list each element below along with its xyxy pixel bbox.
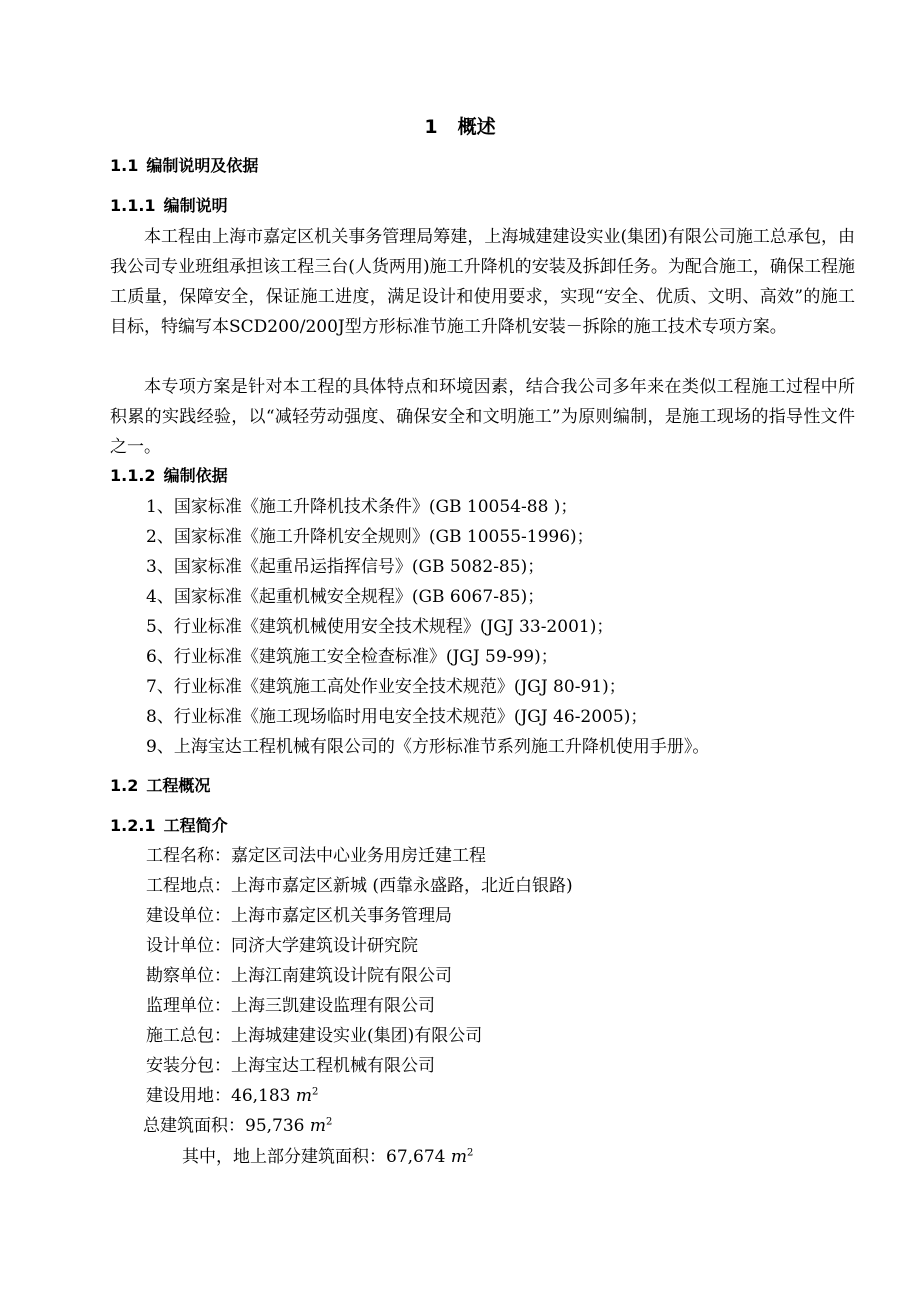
- section-title: 工程概况: [146, 776, 211, 795]
- field-owner: [146, 905, 452, 927]
- field-label: 设计单位：: [146, 936, 231, 956]
- reference-item: 9、上海宝达工程机械有限公司的《方形标准节系列施工升降机使用手册》。: [146, 737, 710, 757]
- field-value: 上海城建建设实业(集团)有限公司: [231, 1026, 483, 1046]
- section-number: 1.2.1: [110, 816, 156, 835]
- section-title: 编制说明及依据: [146, 156, 259, 175]
- field-label: 工程名称：: [146, 846, 231, 866]
- chapter-heading: [0, 114, 920, 140]
- chapter-title: 概述: [457, 116, 496, 138]
- section-number: 1.1.1: [110, 196, 156, 215]
- reference-item: 5、行业标准《建筑机械使用安全技术规程》(JGJ 33-2001)；: [146, 617, 614, 637]
- field-label: 安装分包：: [146, 1056, 231, 1076]
- section-number: 1.2: [110, 776, 139, 795]
- field-general-contractor: [146, 1025, 482, 1047]
- field-value: 上海三凯建设监理有限公司: [231, 996, 435, 1016]
- field-above-ground-area: [182, 1146, 473, 1168]
- reference-item: 2、国家标准《施工升降机安全规则》(GB 10055-1996)；: [146, 527, 594, 547]
- reference-item: 8、行业标准《施工现场临时用电安全技术规范》(JGJ 46-2005)；: [146, 707, 648, 727]
- field-label: 其中，地上部分建筑面积：: [182, 1147, 386, 1167]
- unit: m: [309, 1116, 327, 1136]
- section-title: 工程简介: [163, 816, 228, 835]
- field-project-location: [146, 875, 573, 897]
- section-heading-1-1-2: [110, 465, 228, 487]
- reference-item: 3、国家标准《起重吊运指挥信号》(GB 5082-85)；: [146, 557, 545, 577]
- field-label: 监理单位：: [146, 996, 231, 1016]
- field-installation-subcontractor: [146, 1055, 435, 1077]
- field-value: 上海市嘉定区新城 (西靠永盛路，北近白银路): [231, 876, 573, 896]
- field-value: 上海市嘉定区机关事务管理局: [231, 906, 452, 926]
- field-value: 67,674: [386, 1147, 446, 1167]
- reference-item: 1、国家标准《施工升降机技术条件》(GB 10054-88 )；: [146, 497, 578, 517]
- section-heading-1-1: [110, 155, 258, 177]
- field-value: 95,736: [245, 1116, 305, 1136]
- field-total-floor-area: [143, 1115, 332, 1137]
- section-heading-1-2-1: [110, 815, 228, 837]
- field-value: 上海宝达工程机械有限公司: [231, 1056, 435, 1076]
- field-designer: [146, 935, 418, 957]
- field-value: 46,183: [231, 1086, 291, 1106]
- chapter-number: 1: [424, 116, 438, 138]
- section-number: 1.1: [110, 156, 139, 175]
- field-supervisor: [146, 995, 435, 1017]
- paragraph-compilation-1: 本工程由上海市嘉定区机关事务管理局筹建，上海城建建设实业(集团)有限公司施工总承包，由我公司专业班组承担该工程三台(人货两用)施工升降机的安装及拆卸任务。为配合施工，确保工程施工质量，保障安全，保证施工进度，满足设计和使用要求，实现“安全、优质、文明、高效”的施工目标，特编写本SCD200/200J型方形标准节施工升降机安装－拆除的施工技术专项方案。: [110, 227, 855, 337]
- reference-item: 4、国家标准《起重机械安全规程》(GB 6067-85)；: [146, 587, 545, 607]
- field-label: 工程地点：: [146, 876, 231, 896]
- paragraph-compilation-2: 本专项方案是针对本工程的具体特点和环境因素，结合我公司多年来在类似工程施工过程中所积累的实践经验，以“减轻劳动强度、确保安全和文明施工”为原则编制，是施工现场的指导性文件之一。: [110, 377, 855, 457]
- reference-item: 6、行业标准《建筑施工安全检查标准》(JGJ 59-99)；: [146, 647, 558, 667]
- unit: m: [450, 1147, 468, 1167]
- unit: m: [295, 1086, 313, 1106]
- field-site-area: [146, 1085, 318, 1107]
- field-value: 同济大学建筑设计研究院: [231, 936, 418, 956]
- unit-exponent: 2: [467, 1147, 474, 1159]
- field-label: 建设用地：: [146, 1086, 231, 1106]
- section-heading-1-1-1: [110, 195, 228, 217]
- field-label: 建设单位：: [146, 906, 231, 926]
- field-project-name: [146, 845, 486, 867]
- field-label: 施工总包：: [146, 1026, 231, 1046]
- section-title: 编制说明: [163, 196, 228, 215]
- unit-exponent: 2: [312, 1086, 319, 1098]
- field-label: 总建筑面积：: [143, 1116, 245, 1136]
- section-number: 1.1.2: [110, 466, 156, 485]
- field-value: 上海江南建筑设计院有限公司: [231, 966, 452, 986]
- section-title: 编制依据: [163, 466, 228, 485]
- section-heading-1-2: [110, 775, 210, 797]
- reference-item: 7、行业标准《建筑施工高处作业安全技术规范》(JGJ 80-91)；: [146, 677, 626, 697]
- field-surveyor: [146, 965, 452, 987]
- field-value: 嘉定区司法中心业务用房迁建工程: [231, 846, 486, 866]
- unit-exponent: 2: [326, 1116, 333, 1128]
- field-label: 勘察单位：: [146, 966, 231, 986]
